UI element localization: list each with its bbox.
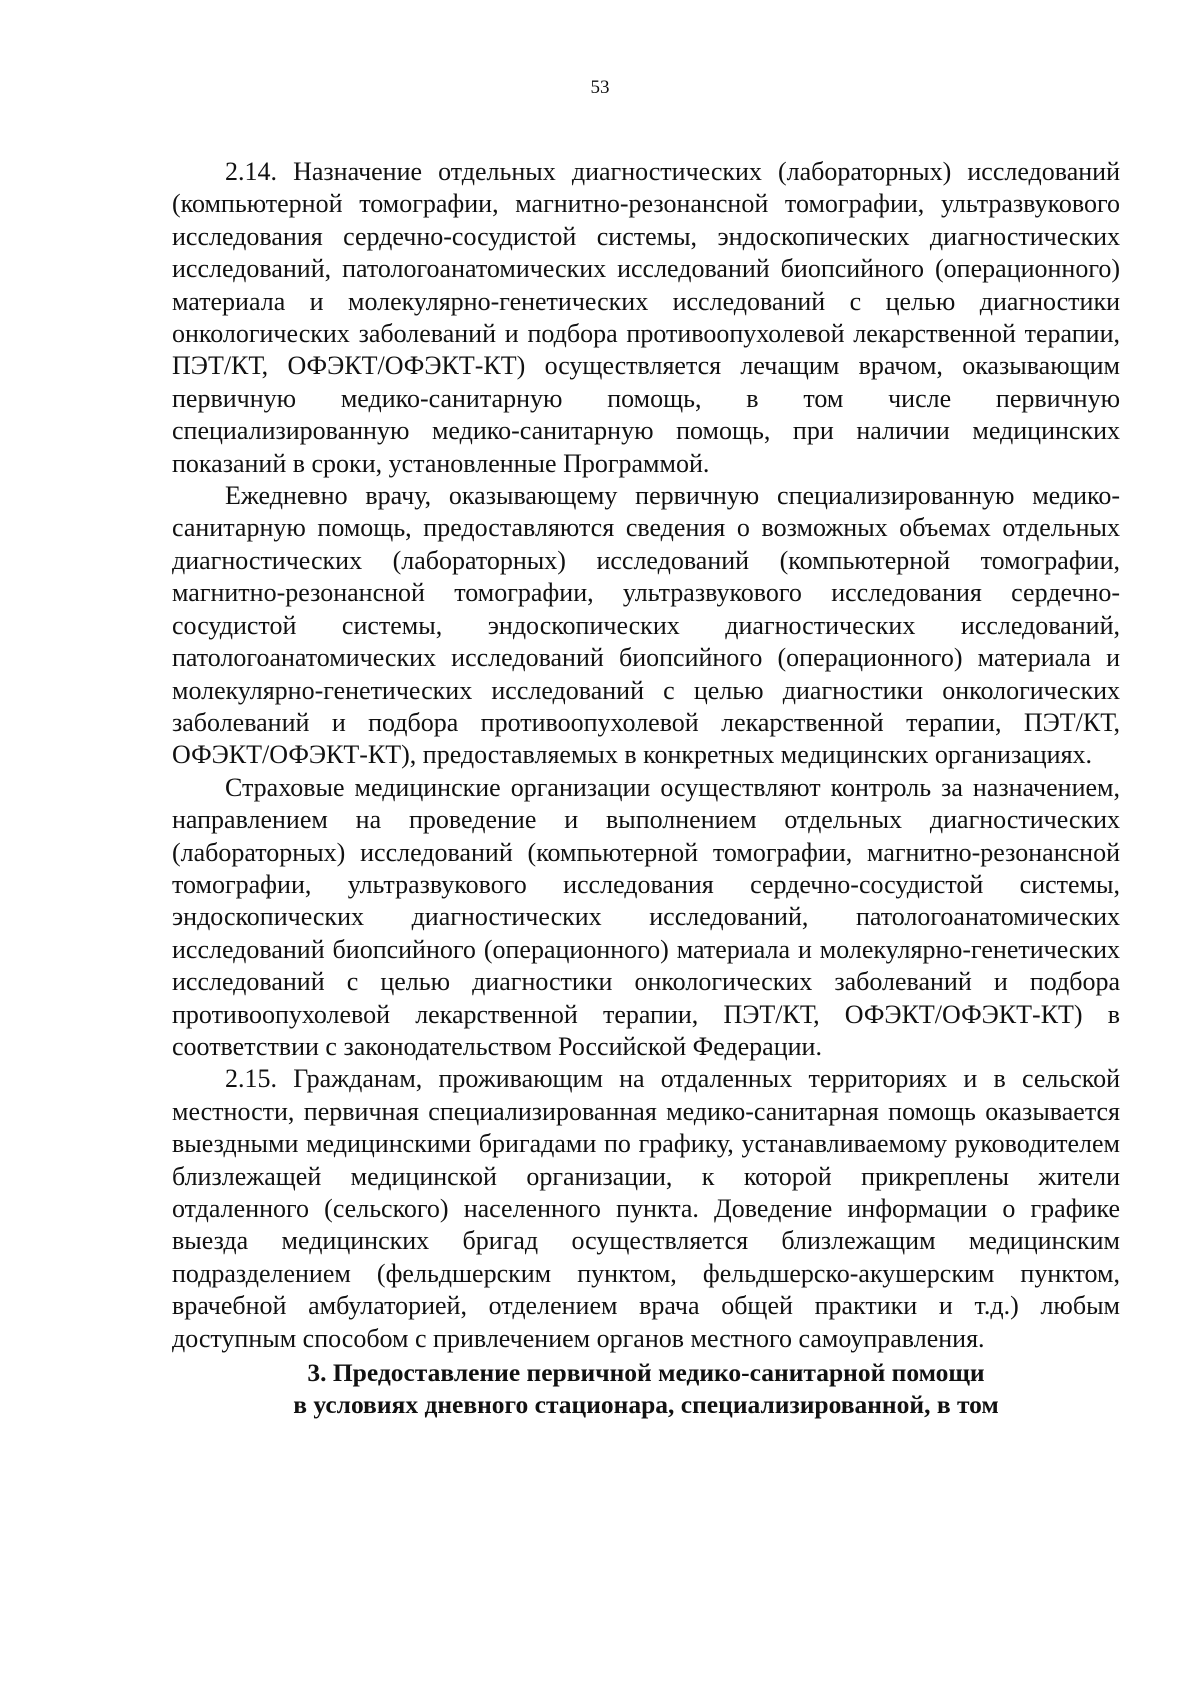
paragraph-insurance-control: Страховые медицинские организации осуществляют контроль за назначением, направлением на проведение и выполнением отдельных диагностических (лабораторных) исследований (компьютерной томографии, магнитно-резонансной томографии, ультразвукового исследования сердечно-сосудистой системы, эндоскопических диагностических исследований, патологоанатомических исследований биопсийного (операционного) материала и молекулярно-генетических исследований с целью диагностики онкологических заболеваний и подбора противоопухолевой лекарственной терапии, ПЭТ/КТ, ОФЭКТ/ОФЭКТ-КТ) в соответствии с законодательством Российской Федерации.: [172, 772, 1120, 1061]
paragraph-2-14: 2.14. Назначение отдельных диагностических (лабораторных) исследований (компьютерной томографии, магнитно-резонансной томографии, ультразвукового исследования сердечно-сосудистой системы, эндоскопических диагностических исследований, патологоанатомических исследований биопсийного (операционного) материала и молекулярно-генетических исследований с целью диагностики онкологических заболеваний и подбора противоопухолевой лекарственной терапии, ПЭТ/КТ, ОФЭКТ/ОФЭКТ-КТ) осуществляется лечащим врачом, оказывающим первичную медико-санитарную помощь, в том числе первичную специализированную медико-санитарную помощь, при наличии медицинских показаний в сроки, установленные Программой.: [172, 157, 1120, 478]
page-number: 53: [590, 77, 610, 98]
document-body: [172, 156, 1120, 1422]
paragraph-2-15: 2.15. Гражданам, проживающим на отдаленных территориях и в сельской местности, первичная специализированная медико-санитарная помощь оказывается выездными медицинскими бригадами по графику, устанавливаемому руководителем близлежащей медицинской организации, к которой прикреплены жители отдаленного (сельского) населенного пункта. Доведение информации о графике выезда медицинских бригад осуществляется близлежащим медицинским подразделением (фельдшерским пунктом, фельдшерско-акушерским пунктом, врачебной амбулаторией, отделением врача общей практики и т.д.) любым доступным способом с привлечением органов местного самоуправления.: [172, 1064, 1120, 1353]
paragraph-daily-information: Ежедневно врачу, оказывающему первичную специализированную медико-санитарную помощь, предоставляются сведения о возможных объемах отдельных диагностических (лабораторных) исследований (компьютерной томографии, магнитно-резонансной томографии, ультразвукового исследования сердечно-сосудистой системы, эндоскопических диагностических исследований, патологоанатомических исследований биопсийного (операционного) материала и молекулярно-генетических исследований с целью диагностики онкологических заболеваний и подбора противоопухолевой лекарственной терапии, ПЭТ/КТ, ОФЭКТ/ОФЭКТ-КТ), предоставляемых в конкретных медицинских организациях.: [172, 481, 1120, 770]
section-heading: [172, 1357, 1120, 1422]
section-heading-line-2: в условиях дневного стационара, специализированной, в том: [293, 1390, 999, 1420]
section-heading-line-1: 3. Предоставление первичной медико-санитарной помощи: [307, 1358, 985, 1388]
